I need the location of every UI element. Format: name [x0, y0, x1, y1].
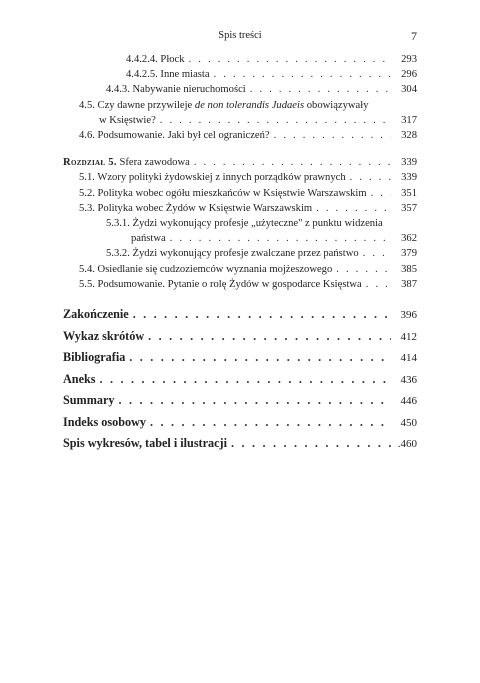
- toc-entry: [63, 201, 417, 216]
- toc-entry-label: 5.4. Osiedlanie się cudzoziemców wyznania mojżeszowego: [79, 263, 333, 275]
- toc-entry-page: 362: [401, 233, 417, 245]
- toc-entry: [63, 277, 417, 292]
- toc-entry-label: 5.5. Podsumowanie. Pytanie o rolę Żydów w gospodarce Księstwa: [79, 278, 362, 290]
- toc-major-label: Indeks osobowy: [63, 414, 146, 429]
- toc-entry-page: 387: [401, 278, 417, 290]
- toc-entry-page: 385: [401, 263, 417, 275]
- toc-entry-label-continued: w Księstwie?: [99, 114, 156, 126]
- toc-entry-page: 328: [401, 130, 417, 142]
- toc-entry-first-line: [63, 216, 417, 231]
- toc-entry-label: 5.3. Polityka wobec Żydów w Księstwie Warszawskim: [79, 202, 313, 214]
- toc-major-entry: [63, 369, 417, 391]
- chapter-title: Sfera zawodowa: [119, 157, 190, 169]
- leader-dots: [371, 186, 391, 201]
- toc-entry-page: 339: [401, 157, 417, 169]
- toc-entry-label: 4.4.2.4. Płock: [126, 54, 185, 65]
- toc-entry-page: 436: [400, 373, 417, 386]
- toc-major-entry: [63, 304, 417, 326]
- toc-entry-label: 4.4.3. Nabywanie nieruchomości: [106, 84, 246, 96]
- toc-entry-label: 5.3.1. Żydzi wykonujący profesje „użyteczne" z punktu widzenia: [106, 218, 383, 230]
- leader-dots: [133, 304, 391, 325]
- toc-major-label: Wykaz skrótów: [63, 328, 145, 343]
- toc-entry-label: 4.6. Podsumowanie. Jaki był cel ograniczeń?: [79, 130, 270, 142]
- page-number: 7: [411, 29, 417, 43]
- toc-entry-page: 396: [400, 309, 417, 322]
- toc-entry-label: 5.1. Wzory polityki żydowskiej z innych porządków prawnych: [79, 172, 346, 184]
- toc-major-label: Spis wykresów, tabel i ilustracji: [63, 436, 227, 451]
- toc-entry-first-line: [63, 98, 417, 113]
- toc-entry: [63, 52, 417, 67]
- toc-entry: [63, 128, 417, 143]
- toc-entry-page: 304: [401, 84, 417, 96]
- toc-major-sections: [63, 304, 417, 455]
- toc-entry-page: 446: [400, 395, 417, 408]
- leader-dots: [250, 82, 391, 97]
- toc-major-label: Bibliografia: [63, 350, 126, 365]
- running-header: [63, 30, 417, 46]
- toc-entry-label: 4.5. Czy dawne przywileje: [79, 99, 195, 111]
- toc-entry-label: 4.4.2.5. Inne miasta: [126, 69, 210, 81]
- toc-entry-label: 5.3.2. Żydzi wykonujący profesje zwalczane przez państwo: [106, 248, 359, 260]
- leader-dots: [129, 347, 391, 368]
- toc-entry: [63, 67, 417, 82]
- toc-entry-page: 296: [401, 69, 417, 81]
- leader-dots: [274, 128, 391, 143]
- leader-dots: [350, 170, 391, 185]
- toc-entry-page: 317: [401, 114, 417, 126]
- toc-major-label: Aneks: [63, 371, 96, 386]
- toc-chapter-entry: [63, 155, 417, 170]
- toc-major-label: Zakończenie: [63, 307, 129, 322]
- leader-dots: [148, 326, 391, 347]
- toc-major-entry: [63, 390, 417, 412]
- toc-entry: [63, 170, 417, 185]
- toc-entry: [63, 246, 417, 261]
- toc-major-label: Summary: [63, 393, 115, 408]
- leader-dots: [316, 201, 391, 216]
- toc-major-entry: [63, 412, 417, 434]
- leader-dots: [189, 52, 391, 67]
- toc-entry-page: .460: [397, 438, 417, 451]
- toc-major-entry: [63, 347, 417, 369]
- leader-dots: [150, 412, 391, 433]
- toc-entry-label: 5.2. Polityka wobec ogółu mieszkańców w Księstwie Warszawskim: [79, 187, 367, 199]
- toc-entry-page: 414: [400, 352, 417, 365]
- toc-entry-page: 379: [401, 248, 417, 260]
- leader-dots: [363, 246, 391, 261]
- toc-major-entry: [63, 326, 417, 348]
- chapter-prefix: Rozdział 5.: [63, 157, 117, 169]
- toc-entry-page: 412: [400, 330, 417, 343]
- leader-dots: [231, 433, 391, 454]
- toc-entry: [63, 82, 417, 97]
- leader-dots: [160, 113, 391, 128]
- leader-dots: [118, 390, 391, 411]
- toc-entry: [63, 186, 417, 201]
- toc-entry-label: obowiązywały: [304, 99, 369, 111]
- leader-dots: [214, 67, 391, 82]
- toc-entry: [63, 113, 417, 128]
- leader-dots: [366, 277, 391, 292]
- toc-entry: [63, 231, 417, 246]
- table-of-contents: [63, 52, 417, 455]
- toc-major-entry: [63, 433, 417, 455]
- toc-entry-label-continued: państwa: [131, 233, 166, 245]
- toc-chapter-label: [63, 155, 190, 170]
- leader-dots: [100, 369, 391, 390]
- toc-entry-page: 357: [401, 202, 417, 214]
- leader-dots: [336, 262, 391, 277]
- toc-entry-page: 450: [400, 416, 417, 429]
- toc-entry-page: 293: [401, 54, 417, 65]
- running-title: Spis treści: [218, 30, 262, 41]
- toc-entry-label-italic: de non tolerandis Judaeis: [194, 99, 305, 111]
- toc-entry-page: 351: [401, 187, 417, 199]
- toc-entry-page: 339: [401, 172, 417, 184]
- leader-dots: [170, 231, 391, 246]
- toc-entry: [63, 262, 417, 277]
- leader-dots: [194, 155, 391, 170]
